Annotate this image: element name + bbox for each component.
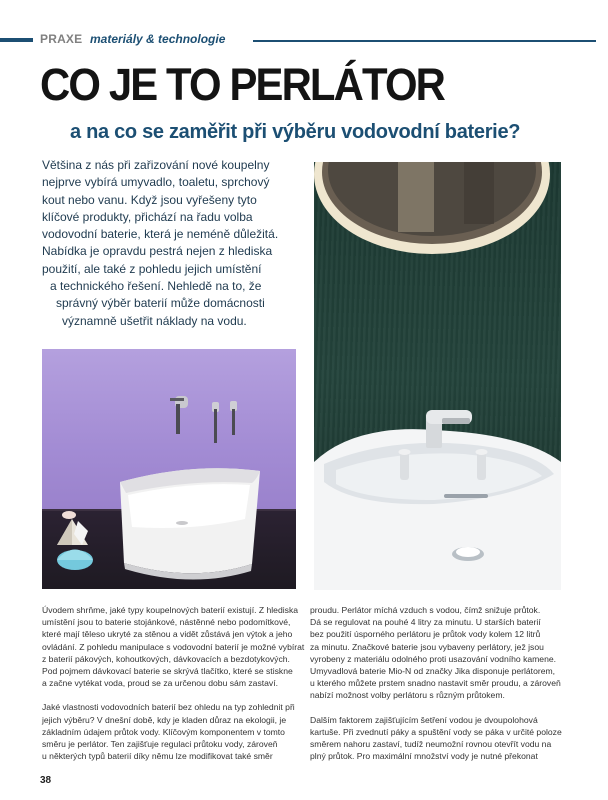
white-basin [120, 468, 260, 579]
body-line: u některých typů baterií díky němu lze modifikovat také směr [42, 751, 273, 762]
body-line: jejich výběru? V dnešní době, kdy je kladen důraz na ekologii, je [42, 714, 287, 725]
bathroom-photo [314, 162, 561, 590]
basin-illustration [42, 349, 296, 589]
body-line: Umyvadlová baterie Mio-N od značky Jika disponuje perlátorem, [310, 666, 556, 677]
white-washbasin [314, 429, 561, 590]
body-line: umístění jsou to baterie stojánkové, nástěnné nebo podomítkové, [42, 617, 291, 628]
header-accent-bar [0, 38, 33, 42]
lead-paragraph [42, 157, 304, 330]
body-paragraph [310, 604, 565, 702]
basin-photo [42, 349, 296, 589]
body-line: za minutu. Značkové baterie jsou vybaveny perlátory, jež jsou [310, 641, 544, 652]
lead-line: kout nebo vanu. Když jsou vyřešeny tyto [42, 192, 257, 207]
body-line: Dá se regulovat na pouhé 4 litry za minutu. U starších baterií [310, 617, 541, 628]
lead-line: Většina z nás při zařizování nové koupelny [42, 158, 270, 172]
body-paragraph [310, 714, 565, 763]
body-line: Dalším faktorem zajišťujícím šetření vodou je dvoupolohová [310, 714, 538, 725]
body-line: ovládání. Z pohledu manipulace s vodovodní baterií je možné vybírat [42, 641, 305, 652]
lead-line: použití, ale také z pohledu jejich umístění [42, 261, 262, 276]
wall-faucet-icon [170, 396, 237, 443]
body-line: a začne vytékat voda, proud se za určenou dobu sám zastaví. [42, 678, 278, 689]
article-title: CO JE TO PERLÁTOR [40, 59, 445, 110]
lead-line: správný výběr baterií může domácnosti [56, 296, 265, 311]
lead-line: Nabídka je opravdu pestrá nejen z hlediska [42, 244, 273, 259]
body-line: základním údajem průtok vody. Klíčovým komponentem v tomto [42, 726, 285, 737]
body-line: Jaké vlastnosti vodovodních baterií bez ohledu na typ zohlednit při [42, 702, 295, 713]
body-column-left [42, 604, 305, 774]
bathroom-illustration [314, 162, 561, 590]
body-line: plný průtok. Pro maximální množství vody je nutné překonat [310, 751, 538, 762]
lead-line: vodovodní baterie, která je neméně důležitá. [42, 227, 279, 242]
body-line: Pod pojmem dávkovací baterie se skrývá tlačítko, které se stiskne [42, 666, 293, 677]
body-paragraph [42, 701, 299, 762]
lead-line: klíčové produkty, přichází na řadu volba [42, 209, 253, 224]
lead-line: a technického řešení. Nehledě na to, že [50, 279, 262, 294]
lead-line: nejprve vybírá umyvadlo, toaletu, sprchový [42, 175, 270, 190]
body-line: nabízí možnost volby perlátoru s různým průtokem. [310, 690, 505, 701]
body-line: Úvodem shrňme, jaké typy koupelnových baterií existují. Z hlediska [42, 605, 299, 615]
decor-objects [57, 511, 93, 570]
body-line: proudu. Perlátor míchá vzduch s vodou, čímž snižuje průtok. [310, 605, 541, 615]
round-mirror-icon [314, 162, 550, 254]
lead-line: významně ušetřit náklady na vodu. [62, 313, 247, 328]
section-label: PRAXE [40, 32, 83, 46]
body-line: kartuše. Při zvednutí páky a spuštění vody se páka v určité poloze [310, 726, 562, 737]
header-rule [253, 40, 596, 42]
body-line: směru je perlátor. Ten zajišťuje regulaci průtoku vody, zároveň [42, 739, 278, 750]
body-line: bez použití úsporného perlátoru je průtok vody kolem 12 litrů [310, 629, 541, 640]
section-header [0, 32, 608, 48]
topic-label: materiály & technologie [90, 32, 226, 46]
page-number: 38 [40, 775, 52, 786]
body-line: vyrobeny z materiálu odolného proti usazování vodního kamene. [310, 653, 557, 664]
body-line: směrem nahoru zastaví, tudíž neumožní rovnou otevřít vodu na [310, 739, 552, 750]
body-line: z baterií pákových, kohoutkových, dávkovacích a bezdotykových. [42, 653, 290, 664]
body-column-right [310, 604, 565, 774]
body-paragraph [42, 604, 305, 689]
article-subtitle: a na co se zaměřit při výběru vodovodní baterie? [70, 121, 521, 143]
body-line: u kterého můžete prstem snadno nastavit směr proudu, a zároveň [310, 678, 561, 689]
body-line: které mají těleso ukryté za stěnou a vidět zůstává jen výtok a jeho [42, 629, 293, 640]
